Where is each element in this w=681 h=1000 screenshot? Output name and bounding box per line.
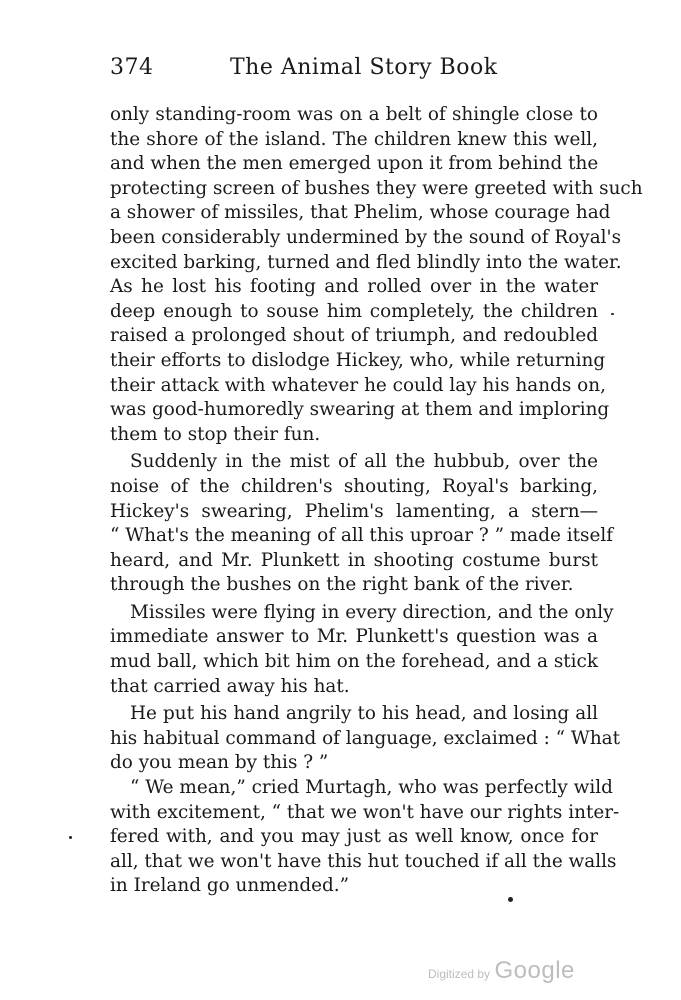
text-line: and when the men emerged upon it from behind the [110, 153, 599, 175]
paragraph [110, 601, 614, 699]
text-line: was good-humoredly swearing at them and imploring [110, 399, 610, 421]
text-line: through the bushes on the right bank of the river. [110, 574, 574, 596]
text-line: Hickey's swearing, Phelim's lamenting, a stern— [110, 500, 598, 522]
text-line: “ What's the meaning of all this uproar ? ” made itself [110, 525, 614, 547]
ink-speck [611, 313, 614, 315]
text-line: their attack with whatever he could lay his hands on, [110, 374, 606, 396]
text-line: fered with, and you may just as well know, once for [110, 826, 598, 848]
text-line: raised a prolonged shout of triumph, and redoubled [110, 325, 598, 347]
paragraph [110, 776, 620, 899]
page-number: 374 [110, 55, 154, 80]
text-line: with excitement, “ that we won't have our rights inter- [110, 801, 620, 823]
text-line: only standing-room was on a belt of shingle close to [110, 104, 598, 125]
paragraph [110, 103, 643, 447]
watermark-prefix: Digitized by [428, 967, 491, 981]
text-line: heard, and Mr. Plunkett in shooting costume burst [110, 549, 598, 571]
text-line: in Ireland go unmended.” [110, 875, 350, 897]
page-body [110, 103, 643, 899]
google-logo: Google [494, 957, 575, 984]
ink-speck [508, 897, 513, 902]
text-line: immediate answer to Mr. Plunkett's question was a [110, 626, 598, 648]
page-header [110, 55, 594, 85]
text-line: that carried away his hat. [110, 675, 350, 697]
text-line: all, that we won't have this hut touched if all the walls [110, 850, 617, 872]
text-line: “ We mean,” cried Murtagh, who was perfectly wild [130, 777, 613, 799]
text-line: deep enough to souse him completely, the children [110, 300, 598, 322]
text-line: their efforts to dislodge Hickey, who, while returning [110, 349, 606, 371]
text-line: mud ball, which bit him on the forehead, and a stick [110, 651, 598, 673]
text-line: do you mean by this ? ” [110, 752, 329, 774]
ink-speck [69, 836, 72, 839]
text-line: a shower of missiles, that Phelim, whose courage had [110, 202, 611, 224]
text-line: the shore of the island. The children knew this well, [110, 128, 598, 150]
google-watermark [428, 957, 575, 985]
text-line: protecting screen of bushes they were greeted with such [110, 177, 643, 199]
text-line: his habitual command of language, exclaimed : “ What [110, 727, 621, 749]
text-line: Missiles were flying in every direction, and the only [130, 601, 614, 623]
text-line: As he lost his footing and rolled over in the water [110, 276, 598, 298]
paragraph [110, 450, 614, 598]
text-line: He put his hand angrily to his head, and losing all [130, 703, 598, 725]
text-line: been considerably undermined by the sound of Royal's [110, 226, 622, 248]
text-line: noise of the children's shouting, Royal's barking, [110, 475, 598, 497]
running-title: The Animal Story Book [230, 55, 498, 80]
text-line: Suddenly in the mist of all the hubbub, over the [130, 451, 598, 473]
text-line: excited barking, turned and fled blindly into the water. [110, 251, 622, 273]
text-line: them to stop their fun. [110, 423, 321, 445]
paragraph [110, 702, 621, 776]
